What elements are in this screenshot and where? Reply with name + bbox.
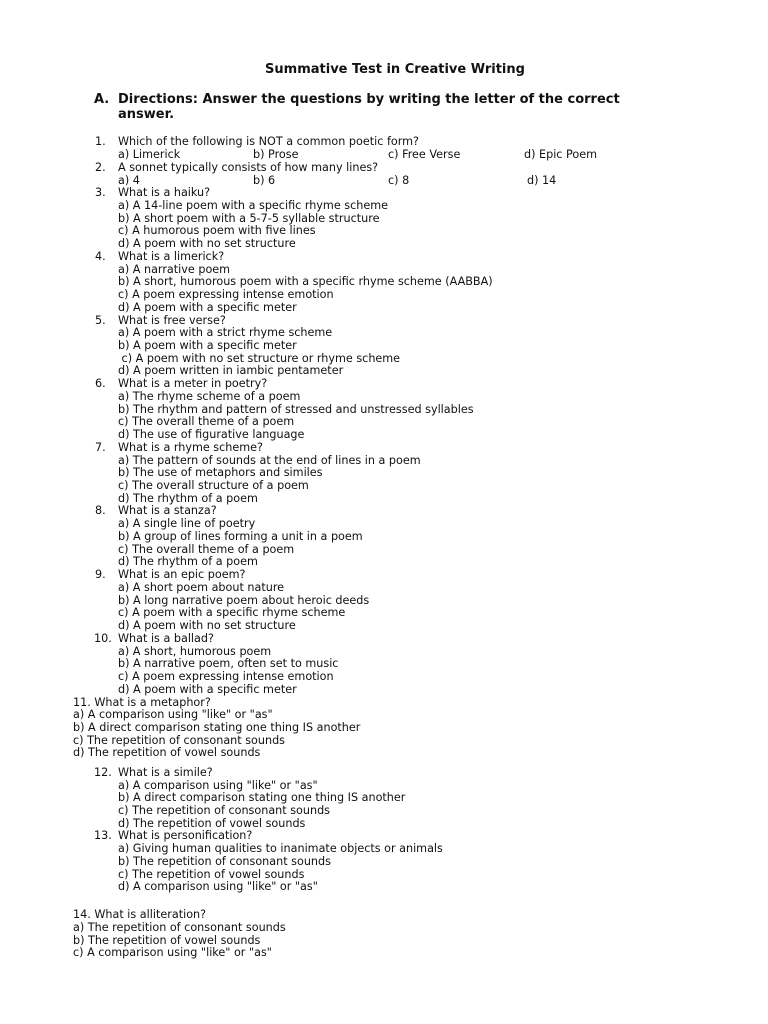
option-d: d) The rhythm of a poem xyxy=(118,555,258,568)
option-a: a) A comparison using "like" or "as" xyxy=(118,779,318,792)
question-text: What is free verse? xyxy=(118,314,226,327)
question-number: 2. xyxy=(95,161,106,174)
question-number: 12. xyxy=(94,766,112,779)
question-text: What is an epic poem? xyxy=(118,568,246,581)
option-a: a) The repetition of consonant sounds xyxy=(73,921,286,934)
option-b: b) A direct comparison stating one thing IS another xyxy=(118,791,406,804)
option-c: c) A poem expressing intense emotion xyxy=(118,288,334,301)
option-a: a) Limerick xyxy=(118,148,181,161)
option-c: c) The repetition of vowel sounds xyxy=(118,868,305,881)
question-text: What is a simile? xyxy=(118,766,213,779)
option-b: b) The repetition of consonant sounds xyxy=(118,855,331,868)
option-b: b) A direct comparison stating one thing IS another xyxy=(73,721,361,734)
option-c: c) A poem with a specific rhyme scheme xyxy=(118,606,346,619)
option-a: a) The pattern of sounds at the end of lines in a poem xyxy=(118,454,421,467)
option-d: d) The repetition of vowel sounds xyxy=(73,746,261,759)
option-c: c) Free Verse xyxy=(388,148,461,161)
option-c: c) The repetition of consonant sounds xyxy=(73,734,285,747)
directions: Directions: Answer the questions by writing the letter of the correct answer. xyxy=(118,92,620,122)
option-b: b) A narrative poem, often set to music xyxy=(118,657,339,670)
question-number: 10. xyxy=(94,632,112,645)
option-c: c) 8 xyxy=(388,174,410,187)
option-d: d) The repetition of vowel sounds xyxy=(118,817,306,830)
option-a: a) Giving human qualities to inanimate objects or animals xyxy=(118,842,443,855)
question-text: 14. What is alliteration? xyxy=(73,908,207,921)
question-text: 11. What is a metaphor? xyxy=(73,696,211,709)
option-d: d) The rhythm of a poem xyxy=(118,492,258,505)
option-b: b) The repetition of vowel sounds xyxy=(73,934,261,947)
option-b: b) The rhythm and pattern of stressed and unstressed syllables xyxy=(118,403,474,416)
option-d: d) A poem with no set structure xyxy=(118,619,296,632)
question-number: 4. xyxy=(95,250,106,263)
question-text: What is a haiku? xyxy=(118,186,211,199)
option-a: a) A 14-line poem with a specific rhyme scheme xyxy=(118,199,389,212)
option-a: a) A short, humorous poem xyxy=(118,645,272,658)
option-c: c) The overall theme of a poem xyxy=(118,415,295,428)
question-text: What is a stanza? xyxy=(118,504,217,517)
option-b: b) A long narrative poem about heroic deeds xyxy=(118,594,370,607)
question-number: 9. xyxy=(95,568,106,581)
option-d: d) A poem with a specific meter xyxy=(118,301,297,314)
option-c: c) The repetition of consonant sounds xyxy=(118,804,330,817)
question-text: Which of the following is NOT a common poetic form? xyxy=(118,135,419,148)
option-a: a) A comparison using "like" or "as" xyxy=(73,708,273,721)
question-text: A sonnet typically consists of how many lines? xyxy=(118,161,379,174)
option-d: d) Epic Poem xyxy=(524,148,597,161)
question-text: What is personification? xyxy=(118,829,253,842)
section-letter: A. xyxy=(94,92,110,107)
option-d: d) A poem with no set structure xyxy=(118,237,296,250)
option-d: d) 14 xyxy=(527,174,557,187)
option-c: c) A poem with no set structure or rhyme scheme xyxy=(118,352,401,365)
question-number: 3. xyxy=(95,186,106,199)
question-number: 7. xyxy=(95,441,106,454)
option-d: d) A poem written in iambic pentameter xyxy=(118,364,344,377)
question-number: 6. xyxy=(95,377,106,390)
option-c: c) A humorous poem with five lines xyxy=(118,224,316,237)
option-c: c) The overall structure of a poem xyxy=(118,479,309,492)
option-d: d) The use of figurative language xyxy=(118,428,305,441)
option-b: b) A short, humorous poem with a specific rhyme scheme (AABBA) xyxy=(118,275,493,288)
option-c: c) The overall theme of a poem xyxy=(118,543,295,556)
option-d: d) A poem with a specific meter xyxy=(118,683,297,696)
question-text: What is a rhyme scheme? xyxy=(118,441,263,454)
option-a: a) The rhyme scheme of a poem xyxy=(118,390,301,403)
option-a: a) A poem with a strict rhyme scheme xyxy=(118,326,333,339)
question-text: What is a ballad? xyxy=(118,632,214,645)
option-a: a) 4 xyxy=(118,174,140,187)
option-b: b) A poem with a specific meter xyxy=(118,339,297,352)
question-text: What is a limerick? xyxy=(118,250,225,263)
question-number: 13. xyxy=(94,829,112,842)
option-a: a) A single line of poetry xyxy=(118,517,256,530)
option-b: b) Prose xyxy=(253,148,299,161)
option-d: d) A comparison using "like" or "as" xyxy=(118,880,318,893)
question-text: What is a meter in poetry? xyxy=(118,377,268,390)
option-a: a) A short poem about nature xyxy=(118,581,285,594)
question-number: 5. xyxy=(95,314,106,327)
option-c: c) A comparison using "like" or "as" xyxy=(73,946,272,959)
option-b: b) A short poem with a 5-7-5 syllable structure xyxy=(118,212,380,225)
option-a: a) A narrative poem xyxy=(118,263,231,276)
page-title: Summative Test in Creative Writing xyxy=(265,62,525,77)
option-b: b) 6 xyxy=(253,174,276,187)
option-b: b) The use of metaphors and similes xyxy=(118,466,323,479)
question-number: 1. xyxy=(95,135,106,148)
question-number: 8. xyxy=(95,504,106,517)
option-b: b) A group of lines forming a unit in a poem xyxy=(118,530,363,543)
option-c: c) A poem expressing intense emotion xyxy=(118,670,334,683)
